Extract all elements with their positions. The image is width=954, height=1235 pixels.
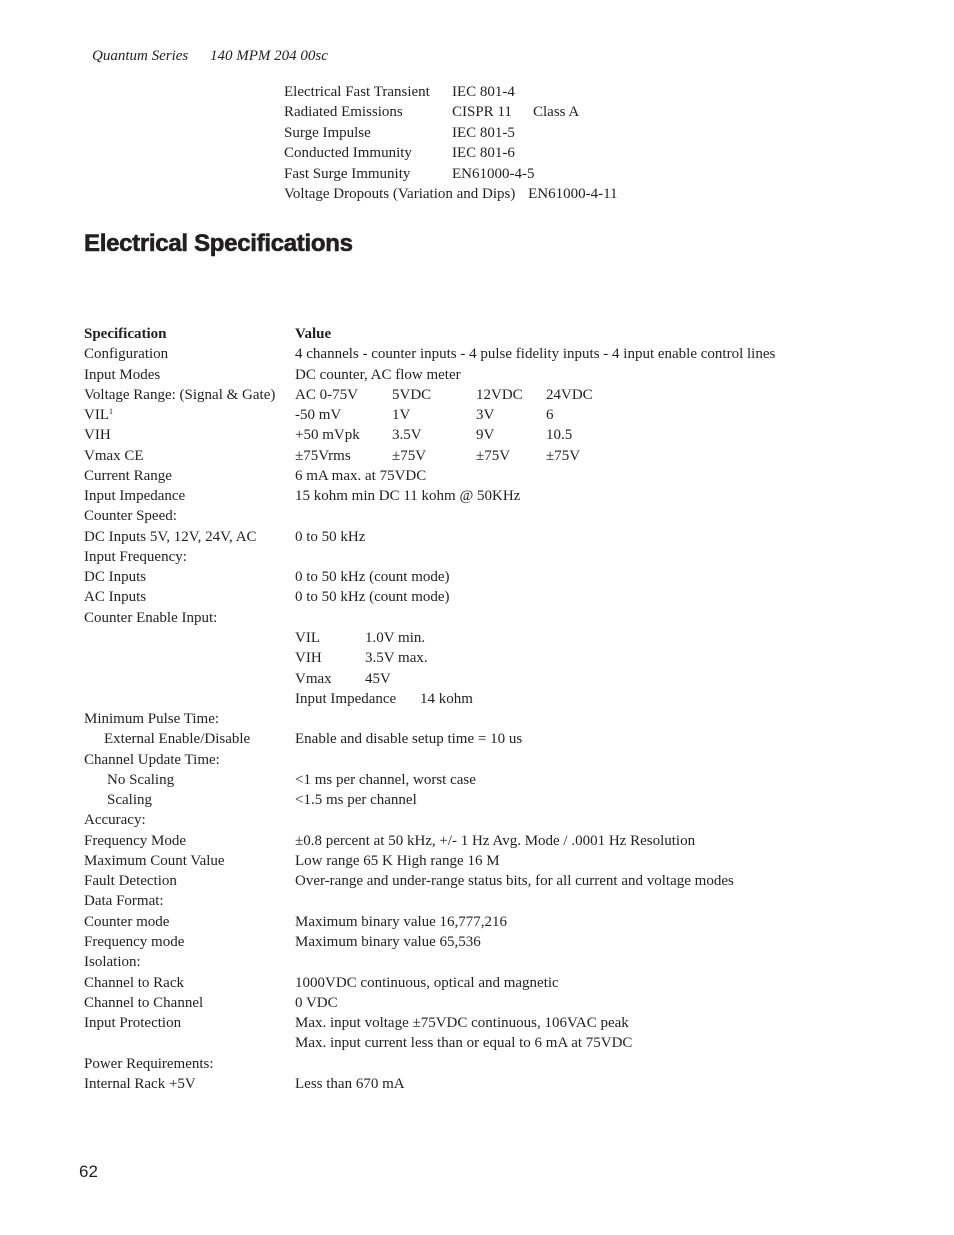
spec-label: Frequency mode xyxy=(84,933,185,950)
spec-value: 0 to 50 kHz (count mode) xyxy=(295,569,450,586)
spec-row-no-scaling xyxy=(84,770,904,790)
spec-value: 0 VDC xyxy=(295,994,338,1011)
spec-label: Frequency Mode xyxy=(84,832,187,849)
column-header-specification: Specification xyxy=(84,326,167,342)
spec-label: Minimum Pulse Time: xyxy=(84,711,220,728)
spec-label: DC Inputs xyxy=(84,569,147,586)
compliance-standard: IEC 801-5 xyxy=(452,124,515,141)
spec-label: Channel to Channel xyxy=(84,994,204,1011)
spec-value: AC 0-75V xyxy=(295,386,358,403)
spec-value: +50 mVpk xyxy=(295,427,360,444)
spec-label: Data Format: xyxy=(84,893,164,910)
spec-value: 12VDC xyxy=(476,386,523,403)
compliance-row xyxy=(284,123,618,143)
spec-row-accuracy xyxy=(84,810,904,830)
compliance-standard: EN61000-4-5 xyxy=(452,165,535,182)
spec-label: No Scaling xyxy=(107,771,175,788)
spec-row-max-count xyxy=(84,851,904,871)
spec-label: AC Inputs xyxy=(84,589,147,606)
spec-value: <1 ms per channel, worst case xyxy=(295,771,476,788)
spec-label: Vmax CE xyxy=(84,447,144,464)
spec-label: Counter Speed: xyxy=(84,508,177,525)
spec-table xyxy=(84,324,904,1094)
spec-value: ±75Vrms xyxy=(295,447,351,464)
spec-value: ±75V xyxy=(476,447,511,464)
compliance-name: Electrical Fast Transient xyxy=(284,84,430,100)
spec-value: 5VDC xyxy=(392,386,432,403)
column-header-value: Value xyxy=(295,326,332,342)
compliance-name: Surge Impulse xyxy=(284,124,371,141)
spec-row-counter-enable xyxy=(84,608,904,628)
header-series: Quantum Series xyxy=(92,48,189,64)
spec-row-fault xyxy=(84,871,904,891)
compliance-standard: IEC 801-4 xyxy=(452,84,515,100)
spec-value: 14 kohm xyxy=(420,690,473,707)
spec-row-frequency-mode xyxy=(84,932,904,952)
compliance-standard: IEC 801-6 xyxy=(452,145,515,162)
spec-label: Channel to Rack xyxy=(84,974,184,991)
spec-label: DC Inputs 5V, 12V, 24V, AC xyxy=(84,528,257,545)
spec-row-configuration xyxy=(84,344,904,364)
compliance-row xyxy=(284,184,618,204)
compliance-row xyxy=(284,102,618,122)
spec-row-ch-rack xyxy=(84,973,904,993)
spec-value: 0 to 50 kHz xyxy=(295,528,366,545)
page-number: 62 xyxy=(79,1162,98,1181)
compliance-name: Radiated Emissions xyxy=(284,104,403,121)
spec-row-protection xyxy=(84,1013,904,1033)
spec-label: External Enable/Disable xyxy=(104,731,251,748)
section-title: Electrical Specifications xyxy=(84,230,353,257)
spec-row-voltage-range xyxy=(84,385,904,405)
spec-label: Counter mode xyxy=(84,913,170,930)
spec-value: 1000VDC continuous, optical and magnetic xyxy=(295,974,559,991)
compliance-class: Class A xyxy=(533,104,580,121)
spec-label: Input Impedance xyxy=(84,488,186,505)
compliance-row xyxy=(284,143,618,163)
spec-value: 0 to 50 kHz (count mode) xyxy=(295,589,450,606)
spec-value: Maximum binary value 16,777,216 xyxy=(295,913,508,930)
spec-value: Low range 65 K High range 16 M xyxy=(295,852,500,869)
spec-row-input-frequency xyxy=(84,547,904,567)
spec-table-header xyxy=(84,324,904,344)
spec-label: Fault Detection xyxy=(84,873,177,890)
spec-row-vih xyxy=(84,425,904,445)
spec-subrow-enable-vmax xyxy=(84,669,904,689)
spec-label: Internal Rack +5V xyxy=(84,1075,196,1092)
spec-subrow-enable-impedance xyxy=(84,689,904,709)
spec-value: Less than 670 mA xyxy=(295,1075,405,1092)
spec-label: VIH xyxy=(84,427,111,444)
spec-value: 6 mA max. at 75VDC xyxy=(295,467,427,484)
compliance-name: Conducted Immunity xyxy=(284,145,412,162)
spec-label: Input Modes xyxy=(84,366,161,383)
spec-row-data-format xyxy=(84,891,904,911)
spec-row-ext-enable xyxy=(84,729,904,749)
spec-value: DC counter, AC flow meter xyxy=(295,366,461,383)
spec-label: Power Requirements: xyxy=(84,1055,214,1072)
spec-label xyxy=(84,405,113,425)
spec-label: Voltage Range: (Signal & Gate) xyxy=(84,386,276,403)
spec-subrow-enable-vih xyxy=(84,648,904,668)
spec-sub-name: Input Impedance xyxy=(295,690,397,707)
spec-label: Current Range xyxy=(84,467,172,484)
spec-value: ±0.8 percent at 50 kHz, +/- 1 Hz Avg. Mode / .0001 Hz Resolution xyxy=(295,832,696,849)
spec-row-dc-inputs xyxy=(84,567,904,587)
spec-value: Over-range and under-range status bits, for all current and voltage modes xyxy=(295,873,734,890)
spec-label: Scaling xyxy=(107,792,152,809)
compliance-standard: EN61000-4-11 xyxy=(528,185,618,202)
spec-value: Enable and disable setup time = 10 us xyxy=(295,731,523,748)
spec-label: Configuration xyxy=(84,346,169,363)
spec-value: Max. input voltage ±75VDC continuous, 106VAC peak xyxy=(295,1015,629,1032)
spec-label: Maximum Count Value xyxy=(84,852,225,869)
spec-value: ±75V xyxy=(546,447,581,464)
spec-value: 15 kohm min DC 11 kohm @ 50KHz xyxy=(295,488,521,505)
spec-value: <1.5 ms per channel xyxy=(295,792,417,809)
spec-row-update-time xyxy=(84,750,904,770)
spec-row-dc-inputs-speed xyxy=(84,527,904,547)
spec-row-current-range xyxy=(84,466,904,486)
spec-value: 10.5 xyxy=(546,427,573,444)
spec-row-protection-cont xyxy=(84,1033,904,1053)
spec-row-scaling xyxy=(84,790,904,810)
spec-sub-name: VIH xyxy=(295,650,322,667)
spec-row-power xyxy=(84,1054,904,1074)
spec-value: Maximum binary value 65,536 xyxy=(295,933,481,950)
spec-label: Counter Enable Input: xyxy=(84,609,218,626)
spec-row-input-impedance xyxy=(84,486,904,506)
spec-row-ac-inputs xyxy=(84,587,904,607)
spec-value: 1.0V min. xyxy=(365,629,426,646)
compliance-name: Voltage Dropouts (Variation and Dips) xyxy=(284,185,516,202)
spec-sub-name: VIL xyxy=(295,629,320,646)
header-model: 140 MPM 204 00sc xyxy=(210,48,328,64)
compliance-row xyxy=(284,164,618,184)
spec-value: 6 xyxy=(546,407,554,424)
compliance-standard: CISPR 11 xyxy=(452,104,512,121)
spec-label: Accuracy: xyxy=(84,812,146,829)
spec-row-ch-ch xyxy=(84,993,904,1013)
compliance-list xyxy=(284,82,618,204)
spec-value: 4 channels - counter inputs - 4 pulse fidelity inputs - 4 input enable control lines xyxy=(295,346,776,363)
spec-value: 1V xyxy=(392,407,411,424)
spec-row-freq-mode xyxy=(84,831,904,851)
spec-value: -50 mV xyxy=(295,407,342,424)
spec-row-vil xyxy=(84,405,904,425)
spec-value: 9V xyxy=(476,427,495,444)
spec-value: 45V xyxy=(365,670,391,687)
spec-value: ±75V xyxy=(392,447,427,464)
spec-row-rack-5v xyxy=(84,1074,904,1094)
compliance-row xyxy=(284,82,618,102)
spec-sub-name: Vmax xyxy=(295,670,332,687)
spec-row-counter-mode xyxy=(84,912,904,932)
spec-value: 24VDC xyxy=(546,386,593,403)
spec-row-isolation xyxy=(84,952,904,972)
spec-row-vmax xyxy=(84,446,904,466)
compliance-name: Fast Surge Immunity xyxy=(284,165,411,182)
spec-subrow-enable-vil xyxy=(84,628,904,648)
spec-row-input-modes xyxy=(84,365,904,385)
spec-label-text: VIL xyxy=(84,407,109,424)
spec-value: 3.5V max. xyxy=(365,650,428,667)
spec-label: Input Protection xyxy=(84,1015,182,1032)
spec-row-counter-speed xyxy=(84,506,904,526)
spec-value: Max. input current less than or equal to 6 mA at 75VDC xyxy=(295,1035,633,1052)
running-header xyxy=(92,48,328,65)
spec-label: Input Frequency: xyxy=(84,548,187,565)
spec-label: Channel Update Time: xyxy=(84,751,220,768)
spec-value: 3V xyxy=(476,407,495,424)
footnote-marker: 1 xyxy=(109,407,113,417)
spec-value: 3.5V xyxy=(392,427,422,444)
spec-label: Isolation: xyxy=(84,954,141,971)
spec-row-min-pulse xyxy=(84,709,904,729)
